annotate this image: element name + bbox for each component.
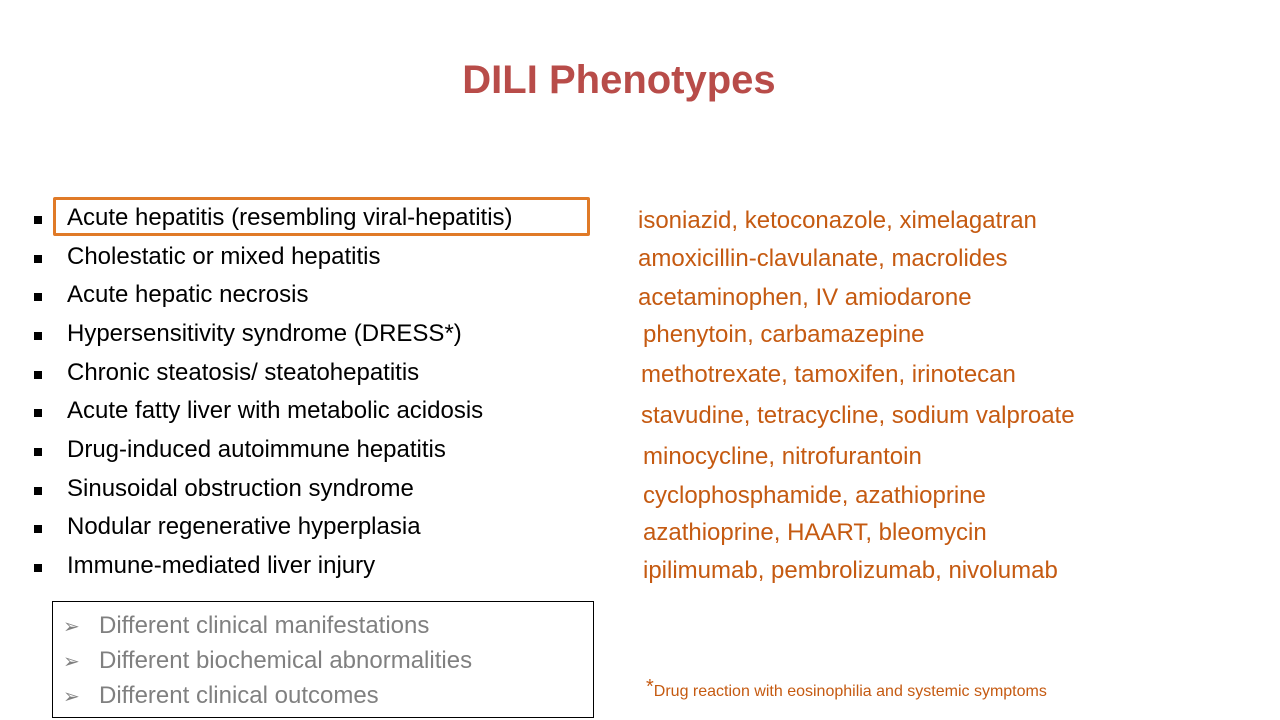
drug-item: acetaminophen, IV amiodarone [638,284,972,311]
phenotype-label: Cholestatic or mixed hepatitis [67,243,381,270]
phenotype-label: Chronic steatosis/ steatohepatitis [67,359,420,386]
drug-item: amoxicillin-clavulanate, macrolides [638,245,1008,272]
phenotype-label: Hypersensitivity syndrome (DRESS*) [67,320,462,347]
square-bullet-icon [34,371,42,379]
square-bullet-icon [34,409,42,417]
drug-item: ipilimumab, pembrolizumab, nivolumab [643,557,1058,584]
square-bullet-icon [34,525,42,533]
drug-item: isoniazid, ketoconazole, ximelagatran [638,207,1037,234]
square-bullet-icon [34,564,42,572]
square-bullet-icon [34,293,42,301]
arrow-bullet-icon: ➢ [63,686,80,708]
phenotype-label: Immune-mediated liver injury [67,552,376,579]
drug-item: cyclophosphamide, azathioprine [643,482,986,509]
phenotype-label: Nodular regenerative hyperplasia [67,513,421,540]
summary-box [52,601,594,718]
phenotype-label: Drug-induced autoimmune hepatitis [67,436,446,463]
summary-label: Different biochemical abnormalities [99,647,473,674]
square-bullet-icon [34,332,42,340]
footnote-star: * [646,676,654,698]
drug-item: stavudine, tetracycline, sodium valproate [641,402,1075,429]
footnote-text: Drug reaction with eosinophilia and systemic symptoms [653,683,1047,700]
arrow-bullet-icon: ➢ [63,616,80,638]
summary-label: Different clinical manifestations [99,612,430,639]
square-bullet-icon [34,216,42,224]
square-bullet-icon [34,448,42,456]
slide-title: DILI Phenotypes [462,58,776,102]
drug-item: azathioprine, HAART, bleomycin [643,519,987,546]
square-bullet-icon [34,255,42,263]
summary-label: Different clinical outcomes [99,682,379,709]
phenotype-label: Sinusoidal obstruction syndrome [67,475,414,502]
phenotype-label: Acute hepatic necrosis [67,281,309,308]
footnote [646,676,1047,701]
drug-item: minocycline, nitrofurantoin [643,443,922,470]
drug-item: methotrexate, tamoxifen, irinotecan [641,361,1016,388]
arrow-bullet-icon: ➢ [63,651,80,673]
phenotype-label: Acute fatty liver with metabolic acidosis [67,397,484,424]
square-bullet-icon [34,487,42,495]
drug-item: phenytoin, carbamazepine [643,321,925,348]
phenotype-label: Acute hepatitis (resembling viral-hepatitis) [67,204,513,231]
